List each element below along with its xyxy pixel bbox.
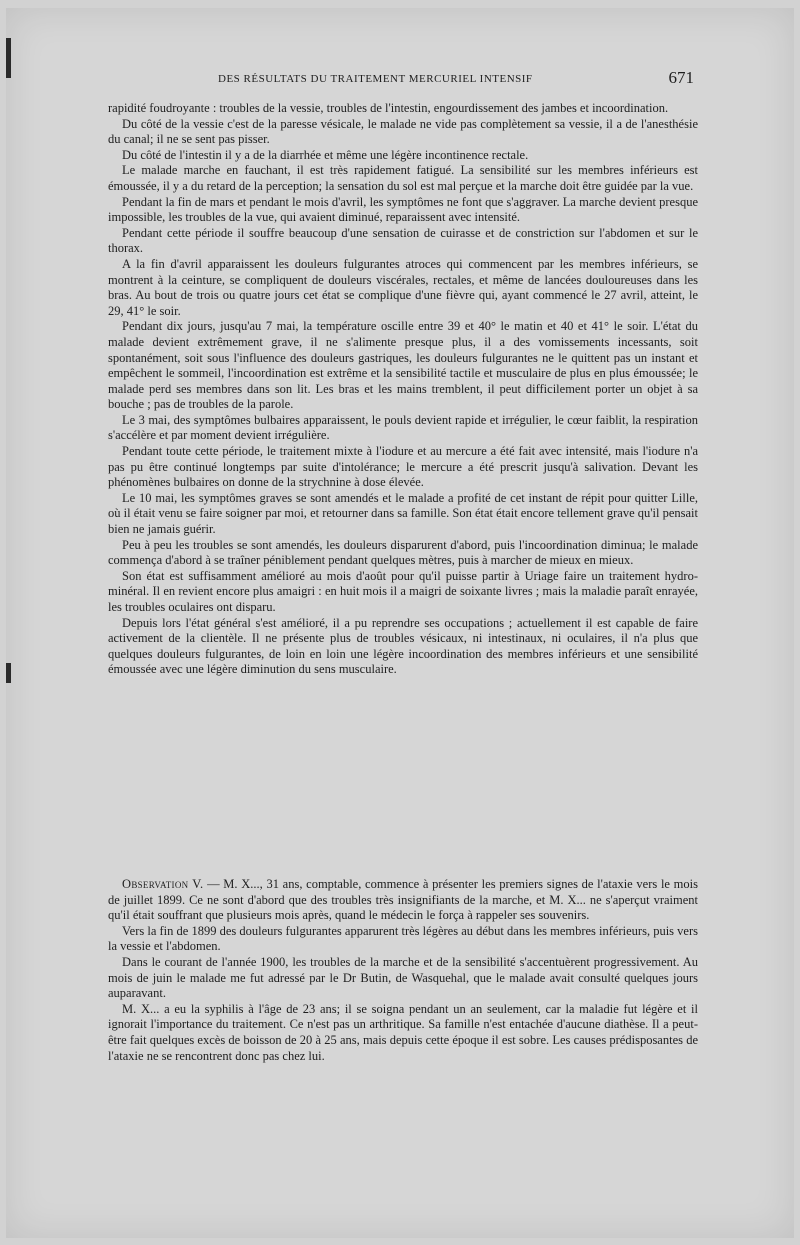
paragraph: A la fin d'avril apparaissent les douleurs fulgurantes atroces qui commencent par les membres inférieurs, se montrent à la ceinture, se compliquent de douleurs viscérales, rectales, et même de lancées douloureuses dans les bras. Au bout de trois ou quatre jours cet état se complique d'une fièvre qui, ayant commencé le 27 avril, atteint, le 29, 41° le soir. [108, 256, 698, 318]
paragraph: Le 10 mai, les symptômes graves se sont amendés et le malade a profité de cet instant de répit pour quitter Lille, où il était venu se faire soigner par moi, et retourner dans sa famille. Son état était encore tellement grave qu'il pensait bien ne jamais guérir. [108, 490, 698, 537]
paragraph: Dans le courant de l'année 1900, les troubles de la marche et de la sensibilité s'accentuèrent progressivement. Au mois de juin le malade me fut adressé par le Dr Butin, de Wasquehal, que le malade avait consulté quelques jours auparavant. [108, 954, 698, 1001]
paragraph: Pendant la fin de mars et pendant le mois d'avril, les symptômes ne font que s'aggraver. La marche devient presque impossible, les troubles de la vue, qui avaient diminué, reparaissent avec intensité. [108, 194, 698, 225]
paragraph: rapidité foudroyante : troubles de la vessie, troubles de l'intestin, engourdissement des jambes et incoordination. [108, 101, 669, 115]
observation-first-paragraph [108, 877, 698, 924]
paragraph: Depuis lors l'état général s'est amélioré, il a pu reprendre ses occupations ; actuellement il est capable de faire activement de la clientèle. Il ne présente plus de troubles vésicaux, ni intestinaux, ni oculaires, il n'a plus que quelques douleurs fulgurantes, de loin en loin une légère incoordination des membres inférieurs et une sensibilité émoussée avec une légère diminution du sens musculaire. [108, 615, 698, 677]
paragraph: Peu à peu les troubles se sont amendés, les douleurs disparurent d'abord, puis l'incoordination diminua; le malade commença d'abord à se traîner péniblement pendant quelques mètres, puis à marcher de mieux en mieux. [108, 537, 698, 568]
paragraph: Pendant toute cette période, le traitement mixte à l'iodure et au mercure a été fait avec intensité, mais l'iodure n'a pas pu être continué longtemps par suite d'intolérance; le mercure a été prescrit jusqu'à salivation. Devant les phénomènes bulbaires on donne de la strychnine à dose élevée. [108, 444, 698, 490]
page-header [108, 68, 698, 92]
page-edge-mark [6, 38, 11, 78]
paragraph: Pendant dix jours, jusqu'au 7 mai, la température oscille entre 39 et 40° le matin et 40 et 41° le soir. L'état du malade devient extrêmement grave, il ne s'alimente presque plus, il a des vomissements incessants, soit spontanément, soit sous l'influence des douleurs gastriques, les douleurs fulgurantes ne le quittent pas un instant et empêchent le sommeil, l'incoordination est extrême et la sensibilité tactile et musculaire de plus en plus émoussée; le malade perd ses membres dans son lit. Les bras et les mains tremblent, il peut difficilement porter un objet à sa bouche ; pas de troubles de la parole. [108, 319, 698, 412]
paragraph: Pendant cette période il souffre beaucoup d'une sensation de cuirasse et de constriction sur l'abdomen et sur le thorax. [108, 225, 698, 256]
paragraph: Son état est suffisamment amélioré au mois d'août pour qu'il puisse partir à Uriage faire un traitement hydro-minéral. Il en revient encore plus amaigri : en huit mois il a maigri de soixante livres ; mais la maladie paraît enrayée, les troubles oculaires ont disparu. [108, 568, 698, 614]
page-edge-mark [6, 663, 11, 683]
running-head: DES RÉSULTATS DU TRAITEMENT MERCURIEL INTENSIF [218, 73, 533, 85]
page-number: 671 [668, 68, 694, 87]
paragraph: Du côté de la vessie c'est de la paresse vésicale, le malade ne vide pas complètement sa vessie, il a de l'anesthésie du canal; il ne se sent pas pisser. [108, 116, 698, 147]
observation-heading: Observation V. [122, 877, 204, 891]
observation-first-text: — M. X..., 31 ans, comptable, commence à présenter les premiers signes de l'ataxie vers le mois de juillet 1899. Ce ne sont d'abord que des troubles très insignifiants de la marche, et M. X... ne s'aperçut vraiment qu'il était souffrant que plusieurs mois après, quand le médecin le força à rappeler ses souvenirs. [108, 877, 698, 923]
observation-section [108, 877, 698, 1064]
paragraph: M. X... a eu la syphilis à l'âge de 23 ans; il se soigna pendant un an seulement, car la maladie fut légère et il ignorait l'importance du traitement. Ce n'est pas un arthritique. Sa famille n'est entachée d'aucune diathèse. Il a peut-être fait quelques excès de boisson de 20 à 25 ans, mais depuis cette époque il est sobre. Les causes prédisposantes de l'ataxie ne se rencontrent donc pas chez lui. [108, 1001, 698, 1063]
paragraph: Du côté de l'intestin il y a de la diarrhée et même une légère incontinence rectale. [122, 147, 529, 162]
paragraph: Vers la fin de 1899 des douleurs fulgurantes apparurent très légères au début dans les membres inférieurs, puis vers la vessie et l'abdomen. [108, 923, 698, 954]
body-text [108, 101, 698, 678]
paragraph: Le 3 mai, des symptômes bulbaires apparaissent, le pouls devient rapide et irrégulier, le cœur faiblit, la respiration s'accélère et par moment devient irrégulière. [108, 412, 698, 443]
paragraph: Le malade marche en fauchant, il est très rapidement fatigué. La sensibilité sur les membres inférieurs est émoussée, il y a du retard de la perception; la sensation du sol est mal perçue et la marche doit être guidée par la vue. [108, 163, 698, 193]
